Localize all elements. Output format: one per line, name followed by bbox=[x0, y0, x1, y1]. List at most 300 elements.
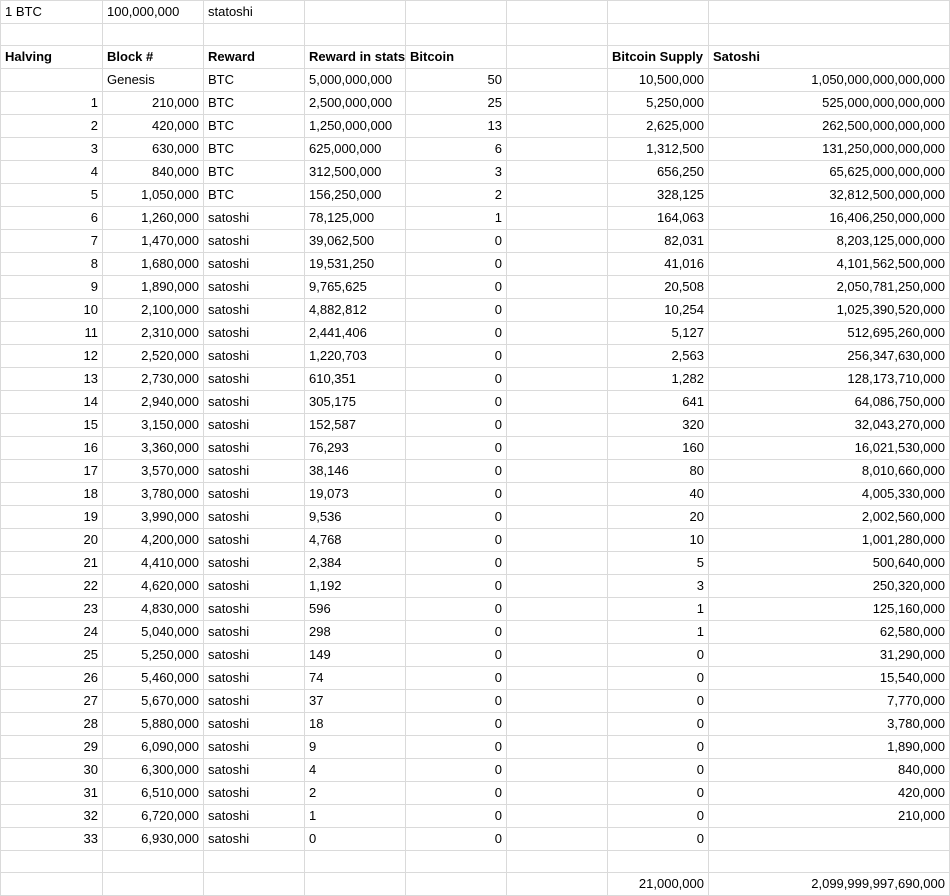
cell-block[interactable]: 2,100,000 bbox=[103, 299, 204, 322]
cell-reward-sats[interactable]: 2 bbox=[305, 782, 406, 805]
cell-reward-sats[interactable]: 4,882,812 bbox=[305, 299, 406, 322]
cell-empty[interactable] bbox=[507, 575, 608, 598]
cell-reward[interactable]: satoshi bbox=[204, 253, 305, 276]
cell-halving[interactable]: 22 bbox=[1, 575, 103, 598]
cell-block[interactable]: 3,570,000 bbox=[103, 460, 204, 483]
cell-empty[interactable] bbox=[507, 46, 608, 69]
cell-supply[interactable]: 5,127 bbox=[608, 322, 709, 345]
cell-block[interactable]: 630,000 bbox=[103, 138, 204, 161]
cell-supply[interactable]: 0 bbox=[608, 736, 709, 759]
cell-satoshi[interactable]: 16,406,250,000,000 bbox=[709, 207, 950, 230]
cell-block[interactable]: 1,470,000 bbox=[103, 230, 204, 253]
cell-satoshi[interactable]: 3,780,000 bbox=[709, 713, 950, 736]
cell-bitcoin[interactable]: 0 bbox=[406, 552, 507, 575]
cell-bitcoin[interactable]: 0 bbox=[406, 322, 507, 345]
cell-block[interactable]: 5,460,000 bbox=[103, 667, 204, 690]
cell-block[interactable]: 5,040,000 bbox=[103, 621, 204, 644]
cell-bitcoin[interactable]: 0 bbox=[406, 483, 507, 506]
cell-reward[interactable]: BTC bbox=[204, 138, 305, 161]
cell-bitcoin[interactable]: 3 bbox=[406, 161, 507, 184]
cell-bitcoin[interactable]: 0 bbox=[406, 345, 507, 368]
cell-bitcoin[interactable]: 0 bbox=[406, 713, 507, 736]
header-bitcoin[interactable]: Bitcoin bbox=[406, 46, 507, 69]
cell-reward-sats[interactable]: 1 bbox=[305, 805, 406, 828]
cell-empty[interactable] bbox=[305, 24, 406, 46]
cell-block[interactable]: 4,620,000 bbox=[103, 575, 204, 598]
cell-reward[interactable]: satoshi bbox=[204, 529, 305, 552]
cell-empty[interactable] bbox=[507, 782, 608, 805]
header-reward-sats[interactable]: Reward in stats bbox=[305, 46, 406, 69]
cell-satoshi[interactable]: 262,500,000,000,000 bbox=[709, 115, 950, 138]
cell-halving[interactable]: 11 bbox=[1, 322, 103, 345]
cell-bitcoin[interactable]: 0 bbox=[406, 506, 507, 529]
cell-satoshi[interactable]: 8,010,660,000 bbox=[709, 460, 950, 483]
cell-empty[interactable] bbox=[1, 873, 103, 896]
cell-empty[interactable] bbox=[507, 276, 608, 299]
cell-bitcoin[interactable]: 0 bbox=[406, 759, 507, 782]
cell-empty[interactable] bbox=[507, 138, 608, 161]
cell-reward[interactable]: satoshi bbox=[204, 391, 305, 414]
cell-empty[interactable] bbox=[507, 115, 608, 138]
cell-reward[interactable]: satoshi bbox=[204, 575, 305, 598]
cell-block[interactable]: 1,260,000 bbox=[103, 207, 204, 230]
cell-empty[interactable] bbox=[507, 184, 608, 207]
cell-empty[interactable] bbox=[507, 598, 608, 621]
cell-reward-sats[interactable]: 9,536 bbox=[305, 506, 406, 529]
cell-satoshi[interactable]: 7,770,000 bbox=[709, 690, 950, 713]
cell-reward-sats[interactable]: 76,293 bbox=[305, 437, 406, 460]
cell-reward[interactable]: BTC bbox=[204, 184, 305, 207]
cell-reward-sats[interactable]: 78,125,000 bbox=[305, 207, 406, 230]
cell-satoshi[interactable]: 32,812,500,000,000 bbox=[709, 184, 950, 207]
cell-block[interactable]: 2,940,000 bbox=[103, 391, 204, 414]
cell-satoshi[interactable]: 64,086,750,000 bbox=[709, 391, 950, 414]
cell-halving[interactable]: 28 bbox=[1, 713, 103, 736]
cell-block[interactable]: 6,300,000 bbox=[103, 759, 204, 782]
cell-block[interactable]: 4,410,000 bbox=[103, 552, 204, 575]
cell-reward-sats[interactable]: 37 bbox=[305, 690, 406, 713]
cell-reward-sats[interactable]: 18 bbox=[305, 713, 406, 736]
cell-block[interactable]: 6,510,000 bbox=[103, 782, 204, 805]
cell-bitcoin[interactable]: 0 bbox=[406, 414, 507, 437]
cell-reward[interactable]: satoshi bbox=[204, 368, 305, 391]
cell-bitcoin[interactable]: 0 bbox=[406, 391, 507, 414]
cell-halving[interactable]: 30 bbox=[1, 759, 103, 782]
cell-satoshi[interactable] bbox=[709, 828, 950, 851]
cell-supply[interactable]: 328,125 bbox=[608, 184, 709, 207]
cell-bitcoin[interactable]: 1 bbox=[406, 207, 507, 230]
cell-reward[interactable]: satoshi bbox=[204, 759, 305, 782]
cell-empty[interactable] bbox=[406, 24, 507, 46]
header-block[interactable]: Block # bbox=[103, 46, 204, 69]
cell-supply[interactable]: 82,031 bbox=[608, 230, 709, 253]
cell-supply[interactable]: 0 bbox=[608, 782, 709, 805]
cell-satoshi[interactable]: 1,001,280,000 bbox=[709, 529, 950, 552]
cell-empty[interactable] bbox=[305, 1, 406, 24]
cell-halving[interactable]: 31 bbox=[1, 782, 103, 805]
cell-block[interactable]: 5,670,000 bbox=[103, 690, 204, 713]
cell-supply[interactable]: 164,063 bbox=[608, 207, 709, 230]
cell-empty[interactable] bbox=[507, 161, 608, 184]
cell-halving[interactable]: 18 bbox=[1, 483, 103, 506]
cell-supply[interactable]: 10 bbox=[608, 529, 709, 552]
cell-satoshi[interactable]: 65,625,000,000,000 bbox=[709, 161, 950, 184]
cell-bitcoin[interactable]: 0 bbox=[406, 253, 507, 276]
cell-supply[interactable]: 0 bbox=[608, 828, 709, 851]
cell-empty[interactable] bbox=[507, 92, 608, 115]
cell-empty[interactable] bbox=[507, 529, 608, 552]
cell-block[interactable]: 1,680,000 bbox=[103, 253, 204, 276]
cell-reward[interactable]: satoshi bbox=[204, 460, 305, 483]
cell-empty[interactable] bbox=[507, 805, 608, 828]
cell-reward[interactable]: satoshi bbox=[204, 690, 305, 713]
cell-bitcoin[interactable]: 6 bbox=[406, 138, 507, 161]
cell-empty[interactable] bbox=[608, 24, 709, 46]
cell-empty[interactable] bbox=[507, 873, 608, 896]
cell-supply[interactable]: 40 bbox=[608, 483, 709, 506]
cell-bitcoin[interactable]: 0 bbox=[406, 230, 507, 253]
cell-block[interactable]: 3,150,000 bbox=[103, 414, 204, 437]
cell-empty[interactable] bbox=[507, 690, 608, 713]
cell-bitcoin[interactable]: 0 bbox=[406, 690, 507, 713]
cell-satoshi[interactable]: 2,050,781,250,000 bbox=[709, 276, 950, 299]
cell-bitcoin[interactable]: 0 bbox=[406, 529, 507, 552]
cell-halving[interactable]: 3 bbox=[1, 138, 103, 161]
cell-unit-name[interactable]: statoshi bbox=[204, 1, 305, 24]
cell-bitcoin[interactable]: 0 bbox=[406, 828, 507, 851]
cell-reward-sats[interactable]: 305,175 bbox=[305, 391, 406, 414]
cell-bitcoin[interactable]: 0 bbox=[406, 368, 507, 391]
cell-block[interactable]: 1,050,000 bbox=[103, 184, 204, 207]
cell-empty[interactable] bbox=[507, 299, 608, 322]
cell-empty[interactable] bbox=[103, 851, 204, 873]
cell-reward-sats[interactable]: 2,441,406 bbox=[305, 322, 406, 345]
cell-empty[interactable] bbox=[406, 873, 507, 896]
cell-bitcoin[interactable]: 13 bbox=[406, 115, 507, 138]
cell-supply[interactable]: 656,250 bbox=[608, 161, 709, 184]
cell-empty[interactable] bbox=[507, 437, 608, 460]
cell-satoshi[interactable]: 1,025,390,520,000 bbox=[709, 299, 950, 322]
cell-empty[interactable] bbox=[507, 621, 608, 644]
cell-empty[interactable] bbox=[507, 368, 608, 391]
cell-supply[interactable]: 10,254 bbox=[608, 299, 709, 322]
cell-bitcoin[interactable]: 0 bbox=[406, 437, 507, 460]
cell-empty[interactable] bbox=[204, 24, 305, 46]
cell-supply[interactable]: 2,563 bbox=[608, 345, 709, 368]
cell-reward-sats[interactable]: 2,500,000,000 bbox=[305, 92, 406, 115]
cell-halving[interactable]: 19 bbox=[1, 506, 103, 529]
cell-satoshi[interactable]: 2,002,560,000 bbox=[709, 506, 950, 529]
cell-reward[interactable]: satoshi bbox=[204, 437, 305, 460]
cell-satoshi[interactable]: 32,043,270,000 bbox=[709, 414, 950, 437]
cell-halving[interactable]: 32 bbox=[1, 805, 103, 828]
cell-empty[interactable] bbox=[507, 1, 608, 24]
cell-reward[interactable]: satoshi bbox=[204, 552, 305, 575]
cell-satoshi[interactable]: 256,347,630,000 bbox=[709, 345, 950, 368]
header-reward[interactable]: Reward bbox=[204, 46, 305, 69]
cell-empty[interactable] bbox=[507, 506, 608, 529]
cell-unit-amount[interactable]: 100,000,000 bbox=[103, 1, 204, 24]
cell-supply[interactable]: 320 bbox=[608, 414, 709, 437]
cell-satoshi[interactable]: 8,203,125,000,000 bbox=[709, 230, 950, 253]
cell-reward[interactable]: satoshi bbox=[204, 644, 305, 667]
cell-reward[interactable]: satoshi bbox=[204, 483, 305, 506]
cell-halving[interactable]: 26 bbox=[1, 667, 103, 690]
cell-satoshi[interactable]: 1,050,000,000,000,000 bbox=[709, 69, 950, 92]
cell-supply[interactable]: 5,250,000 bbox=[608, 92, 709, 115]
cell-block[interactable]: 2,520,000 bbox=[103, 345, 204, 368]
cell-empty[interactable] bbox=[507, 322, 608, 345]
cell-bitcoin[interactable]: 2 bbox=[406, 184, 507, 207]
cell-halving[interactable]: 7 bbox=[1, 230, 103, 253]
cell-reward-sats[interactable]: 9,765,625 bbox=[305, 276, 406, 299]
cell-bitcoin[interactable]: 50 bbox=[406, 69, 507, 92]
header-supply[interactable]: Bitcoin Supply bbox=[608, 46, 709, 69]
cell-reward-sats[interactable]: 74 bbox=[305, 667, 406, 690]
cell-block[interactable]: Genesis bbox=[103, 69, 204, 92]
cell-reward[interactable]: satoshi bbox=[204, 621, 305, 644]
cell-reward[interactable]: BTC bbox=[204, 161, 305, 184]
cell-bitcoin[interactable]: 0 bbox=[406, 805, 507, 828]
cell-bitcoin[interactable]: 25 bbox=[406, 92, 507, 115]
cell-halving[interactable]: 12 bbox=[1, 345, 103, 368]
cell-reward-sats[interactable]: 0 bbox=[305, 828, 406, 851]
cell-halving[interactable]: 8 bbox=[1, 253, 103, 276]
cell-supply[interactable]: 0 bbox=[608, 644, 709, 667]
cell-reward-sats[interactable]: 1,192 bbox=[305, 575, 406, 598]
header-satoshi[interactable]: Satoshi bbox=[709, 46, 950, 69]
cell-satoshi[interactable]: 128,173,710,000 bbox=[709, 368, 950, 391]
cell-reward[interactable]: satoshi bbox=[204, 345, 305, 368]
cell-empty[interactable] bbox=[507, 460, 608, 483]
cell-halving[interactable]: 29 bbox=[1, 736, 103, 759]
cell-satoshi[interactable]: 250,320,000 bbox=[709, 575, 950, 598]
cell-halving[interactable]: 10 bbox=[1, 299, 103, 322]
cell-empty[interactable] bbox=[507, 713, 608, 736]
cell-empty[interactable] bbox=[507, 851, 608, 873]
cell-halving[interactable]: 2 bbox=[1, 115, 103, 138]
cell-satoshi[interactable]: 500,640,000 bbox=[709, 552, 950, 575]
cell-block[interactable]: 6,720,000 bbox=[103, 805, 204, 828]
cell-supply[interactable]: 0 bbox=[608, 690, 709, 713]
cell-reward[interactable]: satoshi bbox=[204, 667, 305, 690]
cell-reward-sats[interactable]: 5,000,000,000 bbox=[305, 69, 406, 92]
cell-supply[interactable]: 0 bbox=[608, 713, 709, 736]
cell-satoshi[interactable]: 15,540,000 bbox=[709, 667, 950, 690]
total-satoshi[interactable]: 2,099,999,997,690,000 bbox=[709, 873, 950, 896]
cell-empty[interactable] bbox=[1, 24, 103, 46]
cell-supply[interactable]: 641 bbox=[608, 391, 709, 414]
cell-block[interactable]: 2,310,000 bbox=[103, 322, 204, 345]
cell-bitcoin[interactable]: 0 bbox=[406, 575, 507, 598]
cell-reward[interactable]: satoshi bbox=[204, 207, 305, 230]
cell-satoshi[interactable]: 31,290,000 bbox=[709, 644, 950, 667]
cell-bitcoin[interactable]: 0 bbox=[406, 782, 507, 805]
cell-reward-sats[interactable]: 39,062,500 bbox=[305, 230, 406, 253]
cell-reward[interactable]: satoshi bbox=[204, 828, 305, 851]
cell-halving[interactable]: 14 bbox=[1, 391, 103, 414]
cell-halving[interactable]: 16 bbox=[1, 437, 103, 460]
cell-reward[interactable]: satoshi bbox=[204, 414, 305, 437]
cell-bitcoin[interactable]: 0 bbox=[406, 598, 507, 621]
cell-block[interactable]: 1,890,000 bbox=[103, 276, 204, 299]
cell-reward[interactable]: BTC bbox=[204, 69, 305, 92]
cell-halving[interactable] bbox=[1, 69, 103, 92]
cell-reward-sats[interactable]: 156,250,000 bbox=[305, 184, 406, 207]
cell-bitcoin[interactable]: 0 bbox=[406, 276, 507, 299]
cell-bitcoin[interactable]: 0 bbox=[406, 736, 507, 759]
cell-block[interactable]: 420,000 bbox=[103, 115, 204, 138]
cell-halving[interactable]: 13 bbox=[1, 368, 103, 391]
cell-supply[interactable]: 20 bbox=[608, 506, 709, 529]
cell-empty[interactable] bbox=[305, 851, 406, 873]
cell-empty[interactable] bbox=[709, 851, 950, 873]
cell-satoshi[interactable]: 210,000 bbox=[709, 805, 950, 828]
cell-block[interactable]: 3,360,000 bbox=[103, 437, 204, 460]
cell-satoshi[interactable]: 4,101,562,500,000 bbox=[709, 253, 950, 276]
cell-empty[interactable] bbox=[507, 414, 608, 437]
cell-halving[interactable]: 24 bbox=[1, 621, 103, 644]
cell-supply[interactable]: 41,016 bbox=[608, 253, 709, 276]
cell-reward[interactable]: satoshi bbox=[204, 782, 305, 805]
cell-satoshi[interactable]: 131,250,000,000,000 bbox=[709, 138, 950, 161]
cell-empty[interactable] bbox=[709, 1, 950, 24]
cell-empty[interactable] bbox=[507, 667, 608, 690]
cell-reward[interactable]: satoshi bbox=[204, 713, 305, 736]
cell-reward-sats[interactable]: 2,384 bbox=[305, 552, 406, 575]
cell-supply[interactable]: 160 bbox=[608, 437, 709, 460]
cell-reward[interactable]: satoshi bbox=[204, 276, 305, 299]
cell-block[interactable]: 2,730,000 bbox=[103, 368, 204, 391]
cell-empty[interactable] bbox=[507, 230, 608, 253]
cell-empty[interactable] bbox=[507, 736, 608, 759]
cell-reward[interactable]: BTC bbox=[204, 115, 305, 138]
cell-halving[interactable]: 27 bbox=[1, 690, 103, 713]
cell-halving[interactable]: 5 bbox=[1, 184, 103, 207]
cell-reward-sats[interactable]: 610,351 bbox=[305, 368, 406, 391]
cell-empty[interactable] bbox=[507, 552, 608, 575]
cell-supply[interactable]: 1 bbox=[608, 598, 709, 621]
cell-reward-sats[interactable]: 152,587 bbox=[305, 414, 406, 437]
cell-halving[interactable]: 4 bbox=[1, 161, 103, 184]
cell-satoshi[interactable]: 512,695,260,000 bbox=[709, 322, 950, 345]
cell-block[interactable]: 5,250,000 bbox=[103, 644, 204, 667]
cell-empty[interactable] bbox=[103, 24, 204, 46]
cell-halving[interactable]: 25 bbox=[1, 644, 103, 667]
cell-reward-sats[interactable]: 596 bbox=[305, 598, 406, 621]
cell-reward-sats[interactable]: 298 bbox=[305, 621, 406, 644]
cell-empty[interactable] bbox=[103, 873, 204, 896]
cell-halving[interactable]: 9 bbox=[1, 276, 103, 299]
cell-supply[interactable]: 0 bbox=[608, 805, 709, 828]
cell-empty[interactable] bbox=[406, 1, 507, 24]
cell-supply[interactable]: 80 bbox=[608, 460, 709, 483]
cell-reward[interactable]: satoshi bbox=[204, 805, 305, 828]
cell-satoshi[interactable]: 525,000,000,000,000 bbox=[709, 92, 950, 115]
cell-reward-sats[interactable]: 9 bbox=[305, 736, 406, 759]
cell-reward[interactable]: satoshi bbox=[204, 506, 305, 529]
cell-empty[interactable] bbox=[507, 207, 608, 230]
cell-empty[interactable] bbox=[507, 391, 608, 414]
cell-supply[interactable]: 10,500,000 bbox=[608, 69, 709, 92]
cell-halving[interactable]: 33 bbox=[1, 828, 103, 851]
cell-empty[interactable] bbox=[204, 851, 305, 873]
cell-satoshi[interactable]: 4,005,330,000 bbox=[709, 483, 950, 506]
cell-reward-sats[interactable]: 312,500,000 bbox=[305, 161, 406, 184]
cell-block[interactable]: 840,000 bbox=[103, 161, 204, 184]
cell-reward-sats[interactable]: 38,146 bbox=[305, 460, 406, 483]
cell-satoshi[interactable]: 125,160,000 bbox=[709, 598, 950, 621]
cell-reward-sats[interactable]: 19,073 bbox=[305, 483, 406, 506]
cell-reward-sats[interactable]: 19,531,250 bbox=[305, 253, 406, 276]
cell-empty[interactable] bbox=[507, 253, 608, 276]
cell-empty[interactable] bbox=[305, 873, 406, 896]
cell-halving[interactable]: 20 bbox=[1, 529, 103, 552]
cell-empty[interactable] bbox=[1, 851, 103, 873]
header-halving[interactable]: Halving bbox=[1, 46, 103, 69]
cell-satoshi[interactable]: 62,580,000 bbox=[709, 621, 950, 644]
cell-supply[interactable]: 0 bbox=[608, 667, 709, 690]
cell-reward-sats[interactable]: 4 bbox=[305, 759, 406, 782]
cell-satoshi[interactable]: 1,890,000 bbox=[709, 736, 950, 759]
cell-bitcoin[interactable]: 0 bbox=[406, 644, 507, 667]
cell-reward[interactable]: BTC bbox=[204, 92, 305, 115]
cell-bitcoin[interactable]: 0 bbox=[406, 299, 507, 322]
cell-supply[interactable]: 20,508 bbox=[608, 276, 709, 299]
cell-halving[interactable]: 6 bbox=[1, 207, 103, 230]
cell-reward[interactable]: satoshi bbox=[204, 736, 305, 759]
cell-reward[interactable]: satoshi bbox=[204, 299, 305, 322]
cell-block[interactable]: 3,780,000 bbox=[103, 483, 204, 506]
cell-empty[interactable] bbox=[507, 759, 608, 782]
cell-empty[interactable] bbox=[507, 483, 608, 506]
cell-supply[interactable]: 1,312,500 bbox=[608, 138, 709, 161]
cell-supply[interactable]: 3 bbox=[608, 575, 709, 598]
cell-block[interactable]: 5,880,000 bbox=[103, 713, 204, 736]
cell-unit[interactable]: 1 BTC bbox=[1, 1, 103, 24]
cell-empty[interactable] bbox=[608, 1, 709, 24]
total-supply[interactable]: 21,000,000 bbox=[608, 873, 709, 896]
cell-supply[interactable]: 1,282 bbox=[608, 368, 709, 391]
cell-reward-sats[interactable]: 149 bbox=[305, 644, 406, 667]
cell-reward-sats[interactable]: 625,000,000 bbox=[305, 138, 406, 161]
cell-halving[interactable]: 1 bbox=[1, 92, 103, 115]
cell-reward[interactable]: satoshi bbox=[204, 230, 305, 253]
cell-empty[interactable] bbox=[406, 851, 507, 873]
cell-satoshi[interactable]: 420,000 bbox=[709, 782, 950, 805]
cell-supply[interactable]: 0 bbox=[608, 759, 709, 782]
cell-reward-sats[interactable]: 4,768 bbox=[305, 529, 406, 552]
cell-empty[interactable] bbox=[709, 24, 950, 46]
cell-halving[interactable]: 15 bbox=[1, 414, 103, 437]
cell-empty[interactable] bbox=[204, 873, 305, 896]
cell-bitcoin[interactable]: 0 bbox=[406, 667, 507, 690]
cell-halving[interactable]: 17 bbox=[1, 460, 103, 483]
cell-supply[interactable]: 2,625,000 bbox=[608, 115, 709, 138]
cell-halving[interactable]: 21 bbox=[1, 552, 103, 575]
cell-reward-sats[interactable]: 1,250,000,000 bbox=[305, 115, 406, 138]
cell-block[interactable]: 3,990,000 bbox=[103, 506, 204, 529]
cell-empty[interactable] bbox=[507, 644, 608, 667]
cell-block[interactable]: 4,200,000 bbox=[103, 529, 204, 552]
cell-empty[interactable] bbox=[507, 69, 608, 92]
cell-empty[interactable] bbox=[608, 851, 709, 873]
cell-bitcoin[interactable]: 0 bbox=[406, 460, 507, 483]
cell-empty[interactable] bbox=[507, 828, 608, 851]
cell-supply[interactable]: 1 bbox=[608, 621, 709, 644]
cell-halving[interactable]: 23 bbox=[1, 598, 103, 621]
cell-reward-sats[interactable]: 1,220,703 bbox=[305, 345, 406, 368]
